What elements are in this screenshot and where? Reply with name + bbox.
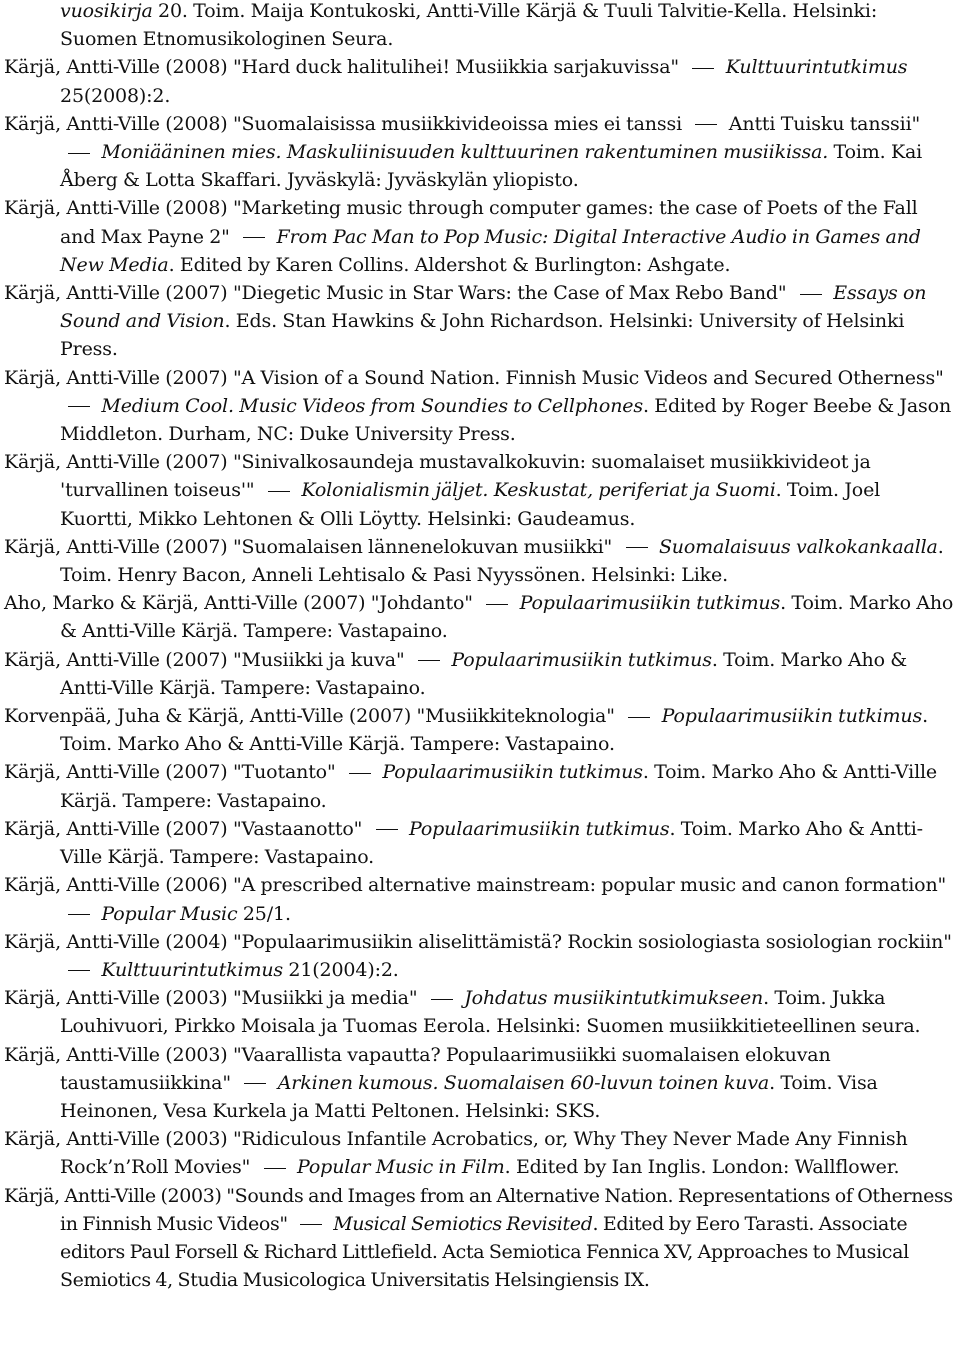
entry-text: . Edited by Roger Beebe & Jason Middleton. Durham, NC: Duke University Press. bbox=[60, 394, 952, 446]
em-dash bbox=[692, 68, 714, 69]
entry-text: Kärjä, Antti-Ville (2006) "A prescribed alternative mainstream: popular music and canon formation" bbox=[4, 874, 947, 897]
bibliography-entry bbox=[4, 279, 954, 364]
bibliography-entry bbox=[4, 110, 954, 195]
entry-text: Aho, Marko & Kärjä, Antti-Ville (2007) "Johdanto" bbox=[4, 592, 479, 615]
entry-text: Kärjä, Antti-Ville (2008) "Hard duck halitulihei! Musiikkia sarjakuvissa" bbox=[4, 56, 685, 79]
entry-text: . Edited by Ian Inglis. London: Wallflower. bbox=[504, 1156, 900, 1179]
em-dash bbox=[628, 717, 650, 718]
bibliography-entry bbox=[4, 1125, 954, 1181]
publication-title: Johdatus musiikintutkimukseen bbox=[464, 987, 764, 1010]
entry-text: Kärjä, Antti-Ville (2003) "Vaarallista vapautta? Populaarimusiikki suomalaisen elokuvan taustamusiikkina" bbox=[4, 1043, 831, 1094]
entry-text: . Toim. Marko Aho & Antti-Ville Kärjä. Tampere: Vastapaino. bbox=[60, 817, 923, 869]
entry-text: . Toim. Marko Aho & Antti-Ville Kärjä. Tampere: Vastapaino. bbox=[60, 648, 908, 699]
publication-title: Populaarimusiikin tutkimus bbox=[409, 817, 670, 840]
bibliography-entry bbox=[4, 702, 954, 758]
em-dash bbox=[800, 294, 822, 295]
publication-title: Essays on Sound and Vision bbox=[60, 282, 927, 333]
entry-text: 25/1. bbox=[237, 902, 291, 925]
entry-text: Antti Tuisku tanssii" bbox=[723, 112, 921, 135]
em-dash bbox=[68, 914, 90, 915]
entry-text: Kärjä, Antti-Ville (2007) "Diegetic Music in Star Wars: the Case of Max Rebo Band" bbox=[4, 282, 792, 305]
publication-title: Medium Cool. Music Videos from Soundies to Cellphones bbox=[101, 394, 643, 417]
bibliography-entry bbox=[4, 758, 954, 814]
entry-text: Kärjä, Antti-Ville (2008) "Suomalaisissa musiikkivideoissa mies ei tanssi bbox=[4, 112, 688, 135]
entry-text: Kärjä, Antti-Ville (2007) "Sinivalkosaundeja mustavalkokuvin: suomalaiset musiikkivideot ja 'turvallinen toiseus'" bbox=[4, 451, 871, 502]
entry-text: Kärjä, Antti-Ville (2008) "Marketing music through computer games: the case of Poets of the Fall and Max Payne 2" bbox=[4, 197, 918, 248]
entry-text: Korvenpää, Juha & Kärjä, Antti-Ville (2007) "Musiikkiteknologia" bbox=[4, 705, 621, 728]
entry-text: Kärjä, Antti-Ville (2003) "Sounds and Images from an Alternative Nation. Representations of Otherness in Finnish Music Videos" bbox=[4, 1184, 953, 1235]
bibliography-entry bbox=[4, 448, 954, 533]
bibliography-entry bbox=[4, 194, 954, 279]
entry-text: . Toim. Visa Heinonen, Vesa Kurkela ja Matti Peltonen. Helsinki: SKS. bbox=[60, 1071, 878, 1122]
bibliography-entry bbox=[4, 364, 954, 449]
entry-text: . Toim. Joel Kuortti, Mikko Lehtonen & Olli Löytty. Helsinki: Gaudeamus. bbox=[60, 479, 881, 530]
entry-text: Kärjä, Antti-Ville (2007) "A Vision of a Sound Nation. Finnish Music Videos and Secured Otherness" bbox=[4, 366, 944, 389]
em-dash bbox=[68, 970, 90, 971]
em-dash bbox=[486, 604, 508, 605]
bibliography-entry bbox=[4, 928, 954, 984]
bibliography-entry bbox=[4, 533, 954, 589]
entry-text: 20. Toim. Maija Kontukoski, Antti-Ville Kärjä & Tuuli Talvitie-Kella. Helsinki: Suomen Etnomusikologinen Seura. bbox=[60, 0, 878, 51]
bibliography-entry bbox=[4, 984, 954, 1040]
em-dash bbox=[244, 1083, 266, 1084]
entry-text: Kärjä, Antti-Ville (2007) "Musiikki ja kuva" bbox=[4, 648, 410, 671]
publication-title: Populaarimusiikin tutkimus bbox=[451, 648, 712, 671]
entry-text: 25(2008):2. bbox=[60, 84, 171, 107]
em-dash bbox=[300, 1224, 322, 1225]
entry-text: Kärjä, Antti-Ville (2003) "Musiikki ja media" bbox=[4, 987, 423, 1010]
entry-text: . Edited by Karen Collins. Aldershot & Burlington: Ashgate. bbox=[168, 253, 731, 276]
em-dash bbox=[68, 406, 90, 407]
entry-text: . Eds. Stan Hawkins & John Richardson. Helsinki: University of Helsinki Press. bbox=[60, 310, 905, 361]
entry-text: . Toim. Marko Aho & Antti-Ville Kärjä. Tampere: Vastapaino. bbox=[60, 592, 954, 643]
publication-title: From Pac Man to Pop Music: Digital Interactive Audio in Games and New Media bbox=[60, 225, 921, 276]
publication-title: Musical Semiotics Revisited bbox=[333, 1212, 593, 1235]
publication-title: Kulttuurintutkimus bbox=[725, 56, 908, 79]
em-dash bbox=[264, 1168, 286, 1169]
publication-title: Popular Music bbox=[101, 902, 238, 925]
publication-title: Kulttuurintutkimus bbox=[101, 958, 284, 981]
bibliography-entry bbox=[4, 871, 954, 927]
bibliography-entry bbox=[4, 53, 954, 109]
entry-text: Kärjä, Antti-Ville (2007) "Tuotanto" bbox=[4, 761, 341, 784]
bibliography-entry bbox=[4, 646, 954, 702]
em-dash bbox=[376, 829, 398, 830]
em-dash bbox=[349, 773, 371, 774]
bibliography-entry bbox=[4, 815, 954, 871]
entry-text: Kärjä, Antti-Ville (2003) "Ridiculous Infantile Acrobatics, or, Why They Never Made Any Finnish Rock’n’Roll Movies" bbox=[4, 1128, 908, 1179]
bibliography-entry bbox=[4, 1182, 954, 1295]
publication-title: Suomalaisuus valkokankaalla bbox=[658, 535, 938, 558]
entry-text: 21(2004):2. bbox=[283, 958, 399, 981]
entry-text: . Edited by Eero Tarasti. Associate editors Paul Forsell & Richard Littlefield. Acta Semiotica Fennica XV, Approaches to Musical Semiotics 4, Studia Musicologica Universitatis Helsingiensis IX. bbox=[60, 1212, 909, 1292]
bibliography-entry bbox=[4, 589, 954, 645]
publication-title: Popular Music in Film bbox=[297, 1156, 505, 1179]
em-dash bbox=[431, 999, 453, 1000]
publication-title: Populaarimusiikin tutkimus bbox=[382, 761, 643, 784]
entry-text: . Toim. Jukka Louhivuori, Pirkko Moisala ja Tuomas Eerola. Helsinki: Suomen musiikkitieteellinen seura. bbox=[60, 987, 921, 1038]
bibliography-entry-continuation bbox=[4, 0, 954, 53]
publication-title: Moniääninen mies. Maskuliinisuuden kulttuurinen rakentuminen musiikissa. bbox=[101, 141, 829, 164]
em-dash bbox=[268, 491, 290, 492]
entry-text: Kärjä, Antti-Ville (2007) "Suomalaisen lännenelokuvan musiikki" bbox=[4, 535, 618, 558]
em-dash bbox=[418, 660, 440, 661]
bibliography-entry bbox=[4, 1041, 954, 1126]
publication-title: Arkinen kumous. Suomalaisen 60-luvun toinen kuva bbox=[277, 1071, 770, 1094]
em-dash bbox=[626, 547, 648, 548]
entry-text: . Toim. Marko Aho & Antti-Ville Kärjä. Tampere: Vastapaino. bbox=[60, 761, 938, 812]
publication-title: vuosikirja bbox=[60, 0, 153, 22]
entry-text: . Toim. Henry Bacon, Anneli Lehtisalo & Pasi Nyyssönen. Helsinki: Like. bbox=[60, 535, 944, 587]
publication-title: Populaarimusiikin tutkimus bbox=[519, 592, 781, 615]
em-dash bbox=[68, 153, 90, 154]
entry-text: Kärjä, Antti-Ville (2004) "Populaarimusiikin aliselittämistä? Rockin sosiologiasta sosiologian rockiin" bbox=[4, 930, 952, 953]
entry-text: Kärjä, Antti-Ville (2007) "Vastaanotto" bbox=[4, 817, 368, 840]
em-dash bbox=[243, 237, 265, 238]
entry-text: . Toim. Marko Aho & Antti-Ville Kärjä. Tampere: Vastapaino. bbox=[60, 705, 928, 756]
entry-text: Toim. Kai Åberg & Lotta Skaffari. Jyväskylä: Jyväskylän yliopisto. bbox=[60, 141, 923, 192]
bibliography-list bbox=[4, 0, 954, 1294]
publication-title: Kolonialismin jäljet. Keskustat, periferiat ja Suomi bbox=[301, 479, 776, 502]
em-dash bbox=[695, 124, 717, 125]
publication-title: Populaarimusiikin tutkimus bbox=[661, 705, 923, 728]
